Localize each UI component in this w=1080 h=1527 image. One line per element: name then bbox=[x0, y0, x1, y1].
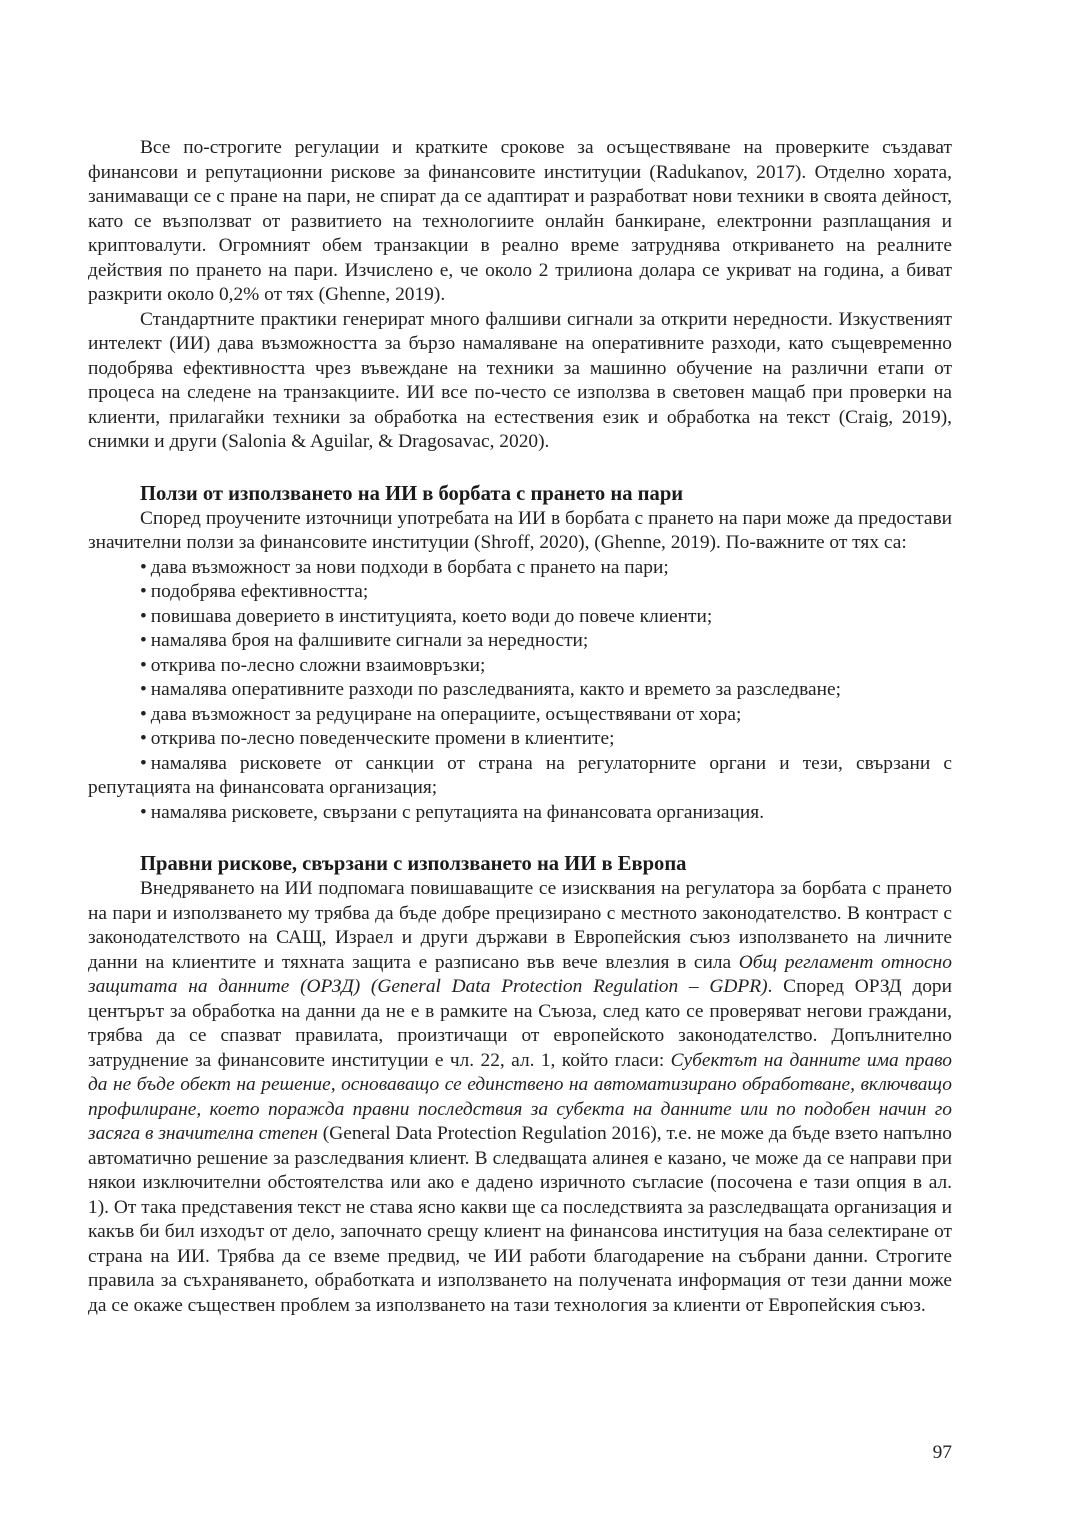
gdpr-title: Общ регламент относно защитата на данните (ОРЗД) (General Data Protection Regulation – GDPR) bbox=[88, 951, 952, 997]
list-item: • дава възможност за редуциране на операциите, осъществявани от хора; bbox=[88, 703, 952, 728]
bullet-icon: • bbox=[140, 654, 147, 676]
paragraph-ai-practices: Стандартните практики генерират много фалшиви сигнали за открити нередности. Изкуственият интелект (ИИ) дава възможността за бързо намаляване на оперативните разходи, като същевременно подобрява ефективността чрез въвеждане на техники за машинно обучение на различни етапи от процеса на следене на транзакциите. ИИ все по-често се използва в световен мащаб при проверки на клиенти, прилагайки техники за обработка на естествения език и обработка на текст (Craig, 2019), снимки и други (Salonia & Aguilar, & Dragosavac, 2020). bbox=[88, 308, 952, 452]
bullet-icon: • bbox=[140, 556, 147, 578]
bullet-icon: • bbox=[140, 679, 147, 700]
bullet-icon: • bbox=[140, 605, 147, 627]
list-item: • дава възможност за нови подходи в борбата с прането на пари; bbox=[88, 556, 952, 581]
paragraph-legal-risks: Внедряването на ИИ подпомага повишаващите се изисквания на регулатора за борбата с прането на пари и използването му трябва да бъде добре прецизирано с местното законодателство. В контраст с законодателството на САЩ, Израел и други държави в Европейския съюз използването на личните данни на клиентите и тяхната защита е разписано във вече влезлия в сила Общ регламент относно защитата на данните (ОРЗД) (General Data Protection Regulation – GDPR). Според ОРЗД дори центърът за обработка на данни да не е в рамките на Съюза, след като се проверяват негови граждани, трябва да се спазват правилата, произтичащи от европейското законодателство. Допълнително затруднение за финансовите институции е чл. 22, ал. 1, който гласи: Субектът на данните има право да не бъде обект на решение, основаващо се единствено на автоматизирано обработване, включващо профилиране, което поражда правни последствия за субекта на данните или по подобен начин го засяга в значителна степен (General Data Protection Regulation 2016), т.е. не може да бъде взето напълно автоматично решение за разследвания клиент. В следващата алинея е казано, че може да се направи при някои изключителни обстоятелства или ако е дадено изричното съгласие (посочена е тази опция в ал. 1). От така представения текст не става ясно какви ще са последствията за разследващата организация и какъв би бил изходът от дело, започнато срещу клиент на финансова институция на база селектиране от страна на ИИ. Трябва да се вземе предвид, че ИИ работи благодарение на събрани данни. Строгите правила за съхраняването, обработката и използването на получената информация от тези данни може да се окаже съществен проблем за използването на тази технология за клиенти от Европейския съюз. bbox=[88, 878, 952, 1316]
heading-benefits: Ползи от използването на ИИ в борбата с прането на пари bbox=[140, 482, 684, 505]
benefits-list bbox=[88, 556, 952, 826]
bullet-icon: • bbox=[140, 630, 147, 651]
bullet-icon: • bbox=[140, 703, 147, 725]
list-item: • намалява рисковете, свързани с репутацията на финансовата организация. bbox=[88, 801, 952, 826]
paragraph-benefits-intro: Според проучените източници употребата на ИИ в борбата с прането на пари може да предостави значителни ползи за финансовите институции (Shroff, 2020), (Ghenne, 2019). По-важните от тях са: bbox=[88, 507, 952, 553]
list-item: • открива по-лесно поведенческите промени в клиентите; bbox=[88, 727, 952, 752]
paragraph-regulations: Все по-строгите регулации и кратките срокове за осъществяване на проверките създават финансови и репутационни рискове за финансовите институции (Radukanov, 2017). Отделно хората, занимаващи се с пране на пари, не спират да се адаптират и разработват нови техники в своята дейност, като се възползват от развитието на технологиите онлайн банкиране, електронни разплащания и криптовалути. Огромният обем транзакции в реално време затруднява откриването на реалните действия по прането на пари. Изчислено е, че около 2 трилиона долара се укриват на година, а биват разкрити около 0,2% от тях (Ghenne, 2019). bbox=[88, 137, 952, 305]
list-item: • намалява броя на фалшивите сигнали за нередности; bbox=[88, 629, 952, 654]
list-item: • открива по-лесно сложни взаимовръзки; bbox=[88, 654, 952, 679]
gdpr-article-quote: Субектът на данните има право да не бъде обект на решение, основаващо се единствено на автоматизирано обработване, включващо профилиране, което поражда правни последствия за субекта на данните или по подобен начин го засяга в значителна степен bbox=[88, 1049, 952, 1144]
list-item: • намалява рисковете от санкции от страна на регулаторните органи и тези, свързани с репутацията на финансовата организация; bbox=[88, 752, 952, 798]
list-item: • подобрява ефективността; bbox=[88, 580, 952, 605]
list-item: • повишава доверието в институцията, което води до повече клиенти; bbox=[88, 605, 952, 630]
bullet-icon: • bbox=[140, 801, 147, 823]
page-body bbox=[88, 136, 952, 1318]
bullet-icon: • bbox=[140, 752, 147, 774]
list-item: • намалява оперативните разходи по разследванията, както и времето за разследване; bbox=[88, 678, 952, 703]
heading-legal-risks: Правни рискове, свързани с използването на ИИ в Европа bbox=[140, 853, 687, 875]
page-number: 97 bbox=[932, 1442, 952, 1463]
bullet-icon: • bbox=[140, 728, 147, 749]
bullet-icon: • bbox=[140, 581, 147, 602]
